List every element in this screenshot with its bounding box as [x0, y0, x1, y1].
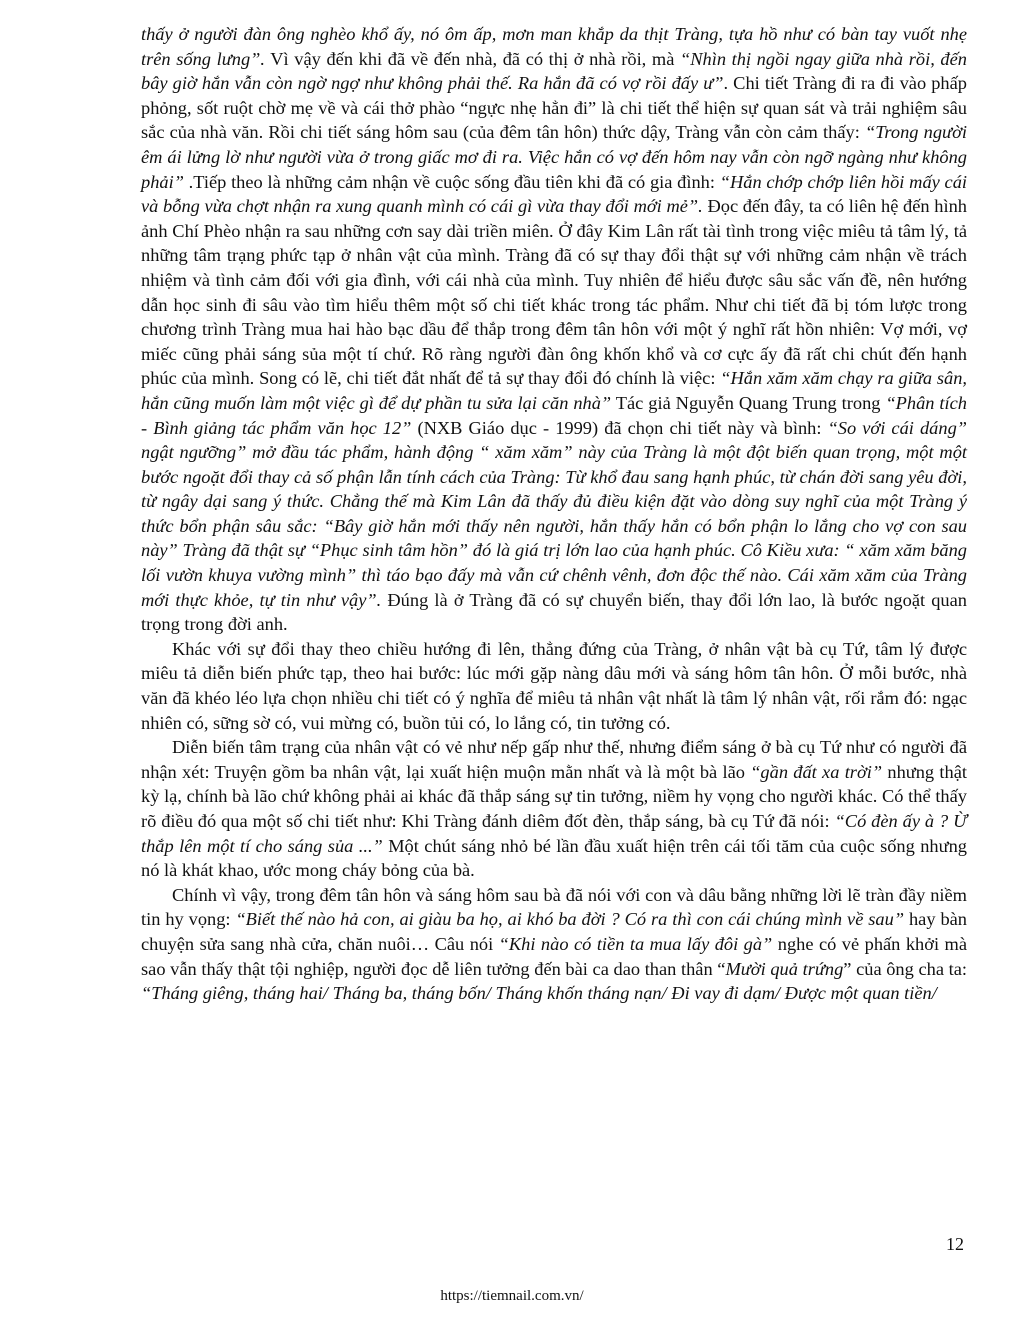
- footer-url[interactable]: https://tiemnail.com.vn/: [440, 1288, 584, 1304]
- text-segment: Một chút sáng nhỏ bé lần đầu xuất hiện trên cái tối tăm của cuộc sống nhưng nó là khát khao, ước mong cháy bỏng của bà.: [141, 835, 967, 881]
- text-segment-italic: “Khi nào có tiền ta mua lấy đôi gà”: [498, 933, 773, 954]
- text-segment: Tác giả Nguyễn Quang Trung trong: [611, 392, 886, 413]
- text-segment-italic: “So với cái dáng” ngật ngưỡng” mở đầu tác phẩm, hành động “ xăm xăm” này của Tràng là một đột biến quan trọng, một một bước ngoặt đổi thay cả số phận lẫn tính cách của Tràng: Từ khổ đau sang hạnh phúc, từ chán đời sang yêu đời, từ ngây dại sang ý thức. Chẳng thế mà Kim Lân đã thấy đủ điều kiện đặt vào dòng suy nghĩ của một Tràng ý thức bổn phận sâu sắc: “Bây giờ hắn mới thấy nên người, hắn thấy hắn có bổn phận lo lắng cho vợ con sau này” Tràng đã thật sự “Phục sinh tâm hồn” đó là giá trị lớn lao của hạnh phúc. Cô Kiều xưa: “ xăm xăm băng lối vườn khuya vường mình” thì táo bạo đấy mà vẫn cứ chênh vênh, đơn độc thế nào. Cái xăm xăm của Tràng mới thực khỏe, tự tin như vậy”.: [141, 417, 967, 610]
- text-segment: Diễn biến tâm trạng của nhân vật có vẻ như nếp gấp như thế, nhưng điểm sáng ở bà cụ Tứ như có người đã nhận xét: Truyện gồm ba nhân vật, lại xuất hiện muộn mằn nhất và là một bà lão: [141, 737, 967, 782]
- text-segment-italic: “Có đèn ấy à ? Ừ thắp lên một tí cho sáng sủa ...”: [141, 811, 967, 856]
- text-segment: (NXB Giáo dục - 1999) đã chọn chi tiết này và bình:: [411, 417, 828, 438]
- document-body: [141, 22, 967, 1006]
- text-segment: ” của ông cha ta:: [843, 958, 967, 979]
- text-segment: Chính vì vậy, trong đêm tân hôn và sáng hôm sau bà đã nói với con và dâu bằng những lời lẽ tràn đầy niềm tin hy vọng:: [141, 884, 967, 930]
- text-segment-italic: “Nhìn thị ngồi ngay giữa nhà rồi, đến bây giờ hắn vẫn còn ngờ ngợ như không phải thế. Ra hắn đã có vợ rồi đấy ư”: [141, 48, 967, 94]
- text-segment: .Tiếp theo là những cảm nhận về cuộc sống đầu tiên khi đã có gia đình:: [183, 171, 720, 192]
- text-segment: . Chi tiết Tràng đi ra đi vào phấp phỏng, sốt ruột chờ mẹ về và cái thở phào “ngực nhẹ hẳn đi” là chi tiết thể hiện sự quan sát và trải nghiệm sâu sắc của nhà văn. Rồi chi tiết sáng hôm sau (của đêm tân hôn) thức dậy, Tràng vẫn còn cảm thấy:: [141, 73, 967, 143]
- text-segment: Đọc đến đây, ta có liên hệ đến hình ảnh Chí Phèo nhận ra sau những cơn say dài triền miên. Ở đây Kim Lân rất tài tình trong việc miêu tả tâm lý, tả những tâm trạng phức tạp ở nhân vật của mình. Tràng đã có sự thay đổi thật sự với những cảm nhận về trách nhiệm và tình cảm đối với gia đình, với cái nhà của mình. Tuy nhiên để hiểu được sâu sắc vấn đề, nên hướng dẫn học sinh đi sâu vào tìm hiểu thêm một số chi tiết khác trong tác phẩm. Như chi tiết đã bị tóm lược trong chương trình Tràng mua hai hào bạc dầu để thắp trong đêm tân hôn với một ý nghĩ rất hồn nhiên: Vợ mới, vợ miếc cũng phải sáng sủa một tí chứ. Rõ ràng người đàn ông khốn khổ và cơ cực ấy đã rất chi chút đến hạnh phúc của mình. Song có lẽ, chi tiết đắt nhất để tả sự thay đổi đó chính là việc:: [141, 196, 968, 389]
- text-segment: Khác với sự đổi thay theo chiều hướng đi lên, thẳng đứng của Tràng, ở nhân vật bà cụ Tứ, tâm lý được miêu tả diễn biến phức tạp, theo hai bước: lúc mới gặp nàng dâu mới và sáng hôm tân hôn. Ở mỗi bước, nhà văn đã khéo léo lựa chọn nhiều chi tiết có ý nghĩa để miêu tả nhân vật nhất là tâm lý nhân vật, rối rắm đó: ngạc nhiên có, sững sờ có, vui mừng có, buồn tủi có, lo lắng có, tin tưởng có.: [141, 638, 967, 733]
- text-segment-italic: “Hắn chớp chớp liên hồi mấy cái và bỗng vừa chợt nhận ra xung quanh mình có cái gì vừa thay đổi mới mẻ”.: [141, 171, 968, 217]
- text-segment-italic: “Biết thế nào hả con, ai giàu ba họ, ai khó ba đời ? Có ra thì con cái chúng mình về sau”: [235, 909, 905, 930]
- paragraph: [141, 637, 967, 735]
- text-segment-italic: “Trong người êm ái lửng lờ như người vừa ở trong giấc mơ đi ra. Việc hắn có vợ đến hôm nay vẫn còn ngỡ ngàng như không phải”: [141, 122, 967, 192]
- text-segment-italic: thấy ở người đàn ông nghèo khổ ấy, nó ôm ấp, mơn man khắp da thịt Tràng, tựa hồ như có bàn tay vuốt nhẹ trên sống lưng”.: [141, 24, 967, 69]
- text-segment: Vì vậy đến khi đã về đến nhà, đã có thị ở nhà rồi, mà: [264, 48, 681, 69]
- text-segment-italic: “gần đất xa trời”: [750, 761, 883, 782]
- text-segment: hay bàn chuyện sửa sang nhà cửa, chăn nuôi… Câu nói: [141, 909, 967, 954]
- page-number: 12: [946, 1234, 964, 1254]
- text-segment: nghe có vẻ phấn khởi mà sao vẫn thấy thật tội nghiệp, người đọc dễ liên tưởng đến bài ca dao than thân “: [141, 933, 967, 979]
- paragraph: [141, 735, 967, 883]
- text-segment-italic: “Phân tích - Bình giảng tác phẩm văn học 12”: [141, 392, 967, 438]
- text-segment: nhưng thật kỳ lạ, chính bà lão chứ không phải ai khác đã thắp sáng sự tin tưởng, niềm hy vọng cho người khác. Có thể thấy rõ điều đó qua một số chi tiết như: Khi Tràng đánh diêm đốt đèn, thắp sáng, bà cụ Tứ đã nói:: [141, 761, 967, 831]
- text-segment-italic: Mười quả trứng: [725, 958, 844, 979]
- text-segment: Đúng là ở Tràng đã có sự chuyển biến, thay đổi lớn lao, là bước ngoặt quan trọng trong đời anh.: [141, 589, 967, 635]
- paragraph: [141, 883, 967, 1006]
- text-segment-italic: “Hắn xăm xăm chạy ra giữa sân, hắn cũng muốn làm một việc gì để dự phần tu sửa lại căn nhà”: [141, 368, 967, 413]
- paragraph: [141, 22, 967, 637]
- text-segment-italic: “Tháng giêng, tháng hai/ Tháng ba, tháng bốn/ Tháng khốn tháng nạn/ Đi vay đi dạm/ Được một quan tiền/: [141, 983, 937, 1004]
